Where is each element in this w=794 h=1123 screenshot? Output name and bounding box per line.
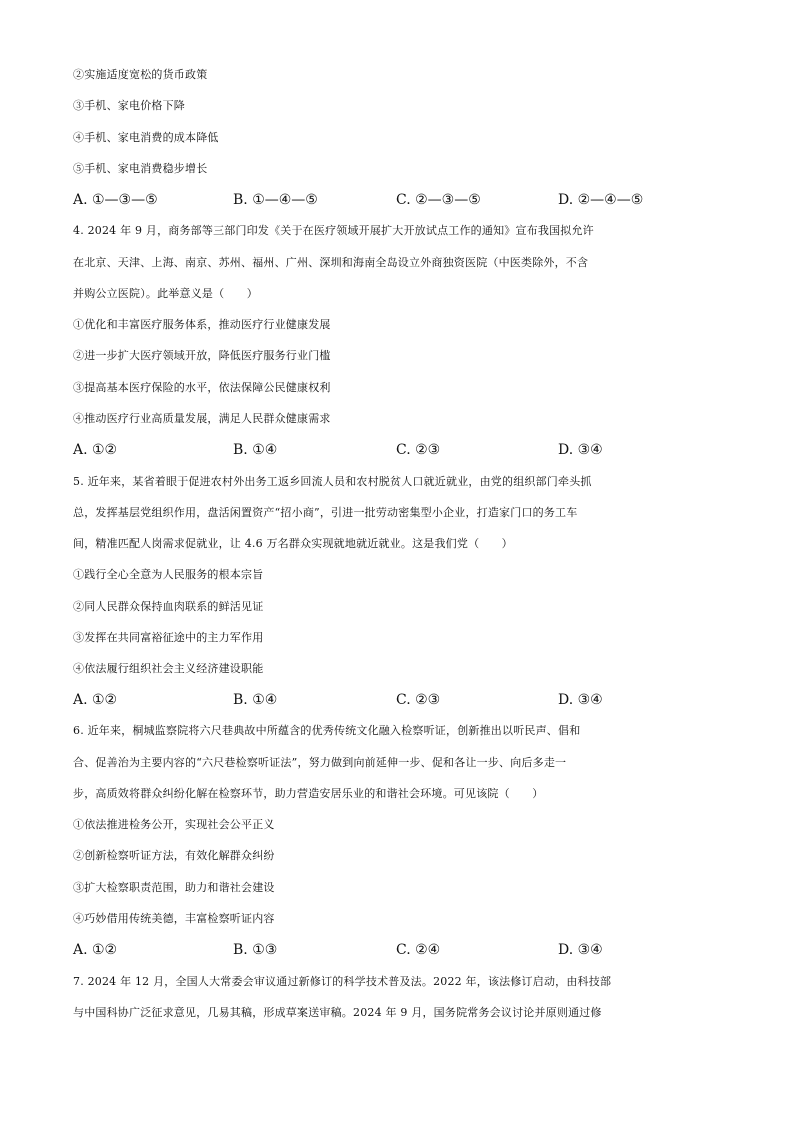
q4-option-d: D. ③④ xyxy=(558,442,603,458)
q7-stem-line-2: 与中国科协广泛征求意见，几易其稿，形成草案送审稿。2024 年 9 月，国务院常务会议讨论并原则通过修 xyxy=(73,1006,602,1019)
q4-statement-4: ④推动医疗行业高质量发展，满足人民群众健康需求 xyxy=(73,412,331,425)
q4-stem-line-3: 并购公立医院）。此举意义是（ ） xyxy=(73,287,258,300)
q5-statement-4: ④依法履行组织社会主义经济建设职能 xyxy=(73,662,264,675)
q3-option-b: B. ①—④—⑤ xyxy=(233,192,318,208)
q5-statement-3: ③发挥在共同富裕征途中的主力军作用 xyxy=(73,631,264,644)
q4-statement-2: ②进一步扩大医疗领域开放，降低医疗服务行业门槛 xyxy=(73,349,331,362)
q4-statement-3: ③提高基本医疗保险的水平，依法保障公民健康权利 xyxy=(73,381,331,394)
q4-stem-line-1: 4. 2024 年 9 月，商务部等三部门印发《关于在医疗领域开展扩大开放试点工作的通知》宣布我国拟允许 xyxy=(73,224,594,237)
q3-option-c: C. ②—③—⑤ xyxy=(396,192,481,208)
q3-option-a: A. ①—③—⑤ xyxy=(73,192,158,208)
q5-statement-2: ②同人民群众保持血肉联系的鲜活见证 xyxy=(73,600,264,613)
q5-option-d: D. ③④ xyxy=(558,692,603,708)
q4-statement-1: ①优化和丰富医疗服务体系，推动医疗行业健康发展 xyxy=(73,318,331,331)
q6-stem-line-3: 步，高质效将群众纠纷化解在检察环节，助力营造安居乐业的和谐社会环境。可见该院（ ） xyxy=(73,787,544,800)
q5-stem-line-1: 5. 近年来，某省着眼于促进农村外出务工返乡回流人员和农村脱贫人口就近就业，由党的组织部门牵头抓 xyxy=(73,475,592,488)
q6-option-c: C. ②④ xyxy=(396,942,441,958)
q5-option-a: A. ①② xyxy=(73,692,118,708)
q6-option-d: D. ③④ xyxy=(558,942,603,958)
q3-statement-4: ④手机、家电消费的成本降低 xyxy=(73,131,219,144)
q3-statement-3: ③手机、家电价格下降 xyxy=(73,99,185,112)
q5-option-c: C. ②③ xyxy=(396,692,441,708)
q5-statement-1: ①践行全心全意为人民服务的根本宗旨 xyxy=(73,568,264,581)
q6-statement-2: ②创新检察听证方法，有效化解群众纠纷 xyxy=(73,849,275,862)
q7-stem-line-1: 7. 2024 年 12 月，全国人大常委会审议通过新修订的科学技术普及法。2022 年，该法修订启动，由科技部 xyxy=(73,975,612,988)
q6-statement-3: ③扩大检察职责范围，助力和谐社会建设 xyxy=(73,881,275,894)
q6-stem-line-1: 6. 近年来，桐城监察院将六尺巷典故中所蕴含的优秀传统文化融入检察听证，创新推出以听民声、倡和 xyxy=(73,724,581,737)
q3-statement-2: ②实施适度宽松的货币政策 xyxy=(73,68,208,81)
q5-stem-line-3: 间，精准匹配人岗需求促就业，让 4.6 万名群众实现就地就近就业。这是我们党（ ） xyxy=(73,537,513,550)
q3-option-d: D. ②—④—⑤ xyxy=(558,192,644,208)
q4-option-c: C. ②③ xyxy=(396,442,441,458)
q6-option-a: A. ①② xyxy=(73,942,118,958)
q4-option-a: A. ①② xyxy=(73,442,118,458)
q3-statement-5: ⑤手机、家电消费稳步增长 xyxy=(73,162,208,175)
q6-stem-line-2: 合、促善治为主要内容的“六尺巷检察听证法”，努力做到向前延伸一步、促和各让一步、向后多走一 xyxy=(73,756,567,769)
q6-option-b: B. ①③ xyxy=(233,942,278,958)
q5-stem-line-2: 总，发挥基层党组织作用，盘活闲置资产“招小商”，引进一批劳动密集型小企业，打造家门口的务工车 xyxy=(73,506,578,519)
q6-statement-1: ①依法推进检务公开，实现社会公平正义 xyxy=(73,818,275,831)
q4-option-b: B. ①④ xyxy=(233,442,278,458)
q6-statement-4: ④巧妙借用传统美德，丰富检察听证内容 xyxy=(73,912,275,925)
q5-option-b: B. ①④ xyxy=(233,692,278,708)
q4-stem-line-2: 在北京、天津、上海、南京、苏州、福州、广州、深圳和海南全岛设立外商独资医院（中医类除外，不含 xyxy=(73,256,589,269)
